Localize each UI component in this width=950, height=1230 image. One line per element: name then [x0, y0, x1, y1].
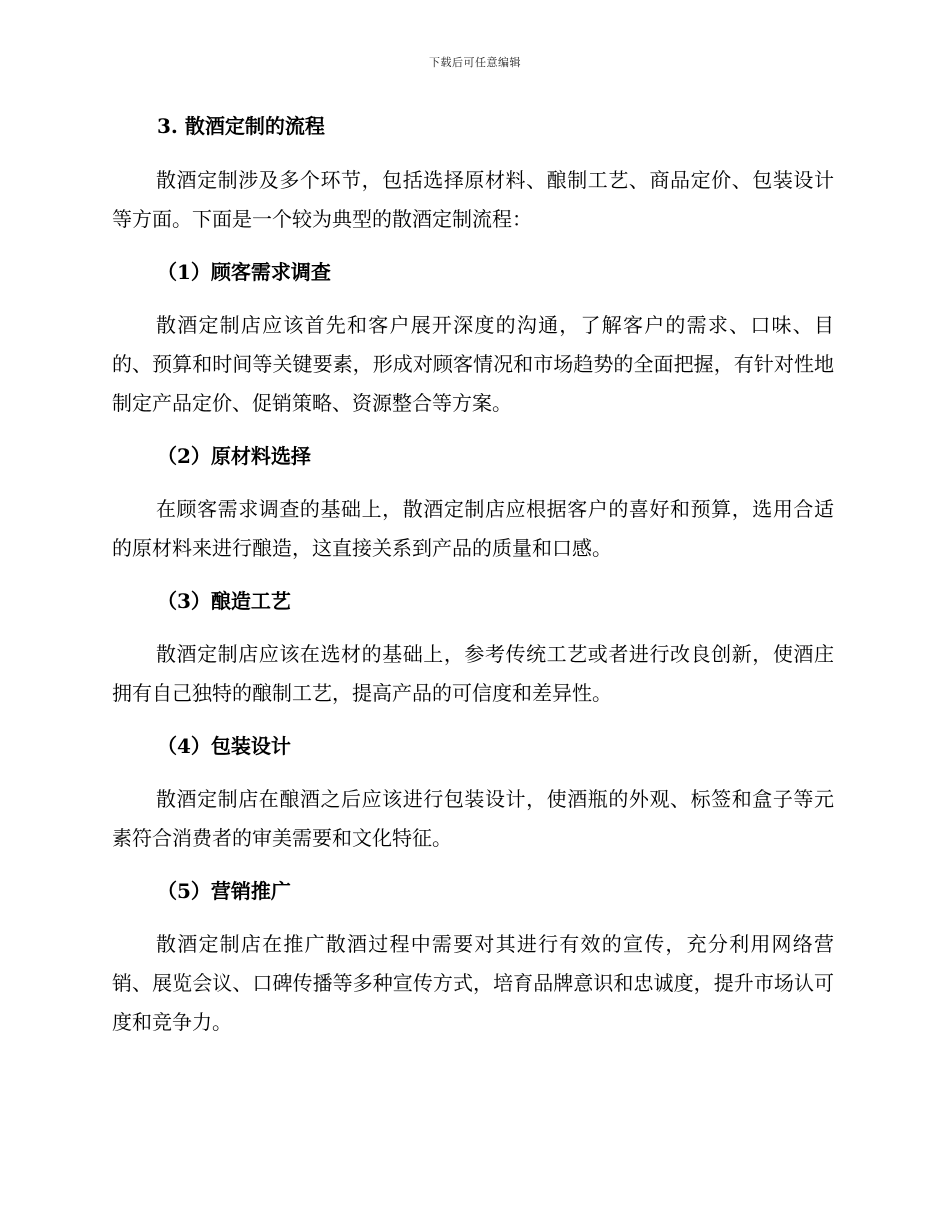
section-intro: 散酒定制涉及多个环节，包括选择原材料、酿制工艺、商品定价、包装设计等方面。下面是一个较为典型的散酒定制流程： [112, 168, 834, 231]
step-body-packaging-design: 散酒定制店在酿酒之后应该进行包装设计，使酒瓶的外观、标签和盒子等元素符合消费者的审美需要和文化特征。 [112, 787, 834, 850]
step-title-raw-materials: （2）原材料选择 [157, 444, 311, 468]
step-title-marketing: （5）营销推广 [157, 879, 291, 903]
step-body-brewing-process: 散酒定制店应该在选材的基础上，参考传统工艺或者进行改良创新，使酒庄拥有自己独特的酿制工艺，提高产品的可信度和差异性。 [112, 642, 834, 705]
step-title-customer-survey: （1）顾客需求调查 [157, 260, 331, 284]
step-title-packaging-design: （4）包装设计 [157, 734, 291, 758]
page-header: 下载后可任意编辑 [429, 56, 521, 69]
document-body [112, 110, 834, 1059]
step-body-customer-survey: 散酒定制店应该首先和客户展开深度的沟通，了解客户的需求、口味、目的、预算和时间等关键要素，形成对顾客情况和市场趋势的全面把握，有针对性地制定产品定价、促销策略、资源整合等方案。 [112, 313, 834, 415]
step-title-brewing-process: （3）酿造工艺 [157, 589, 291, 613]
section-title: 3. 散酒定制的流程 [157, 114, 325, 138]
step-body-raw-materials: 在顾客需求调查的基础上，散酒定制店应根据客户的喜好和预算，选用合适的原材料来进行酿造，这直接关系到产品的质量和口感。 [112, 497, 834, 560]
step-body-marketing: 散酒定制店在推广散酒过程中需要对其进行有效的宣传，充分利用网络营销、展览会议、口碑传播等多种宣传方式，培育品牌意识和忠诚度，提升市场认可度和竞争力。 [112, 932, 834, 1034]
